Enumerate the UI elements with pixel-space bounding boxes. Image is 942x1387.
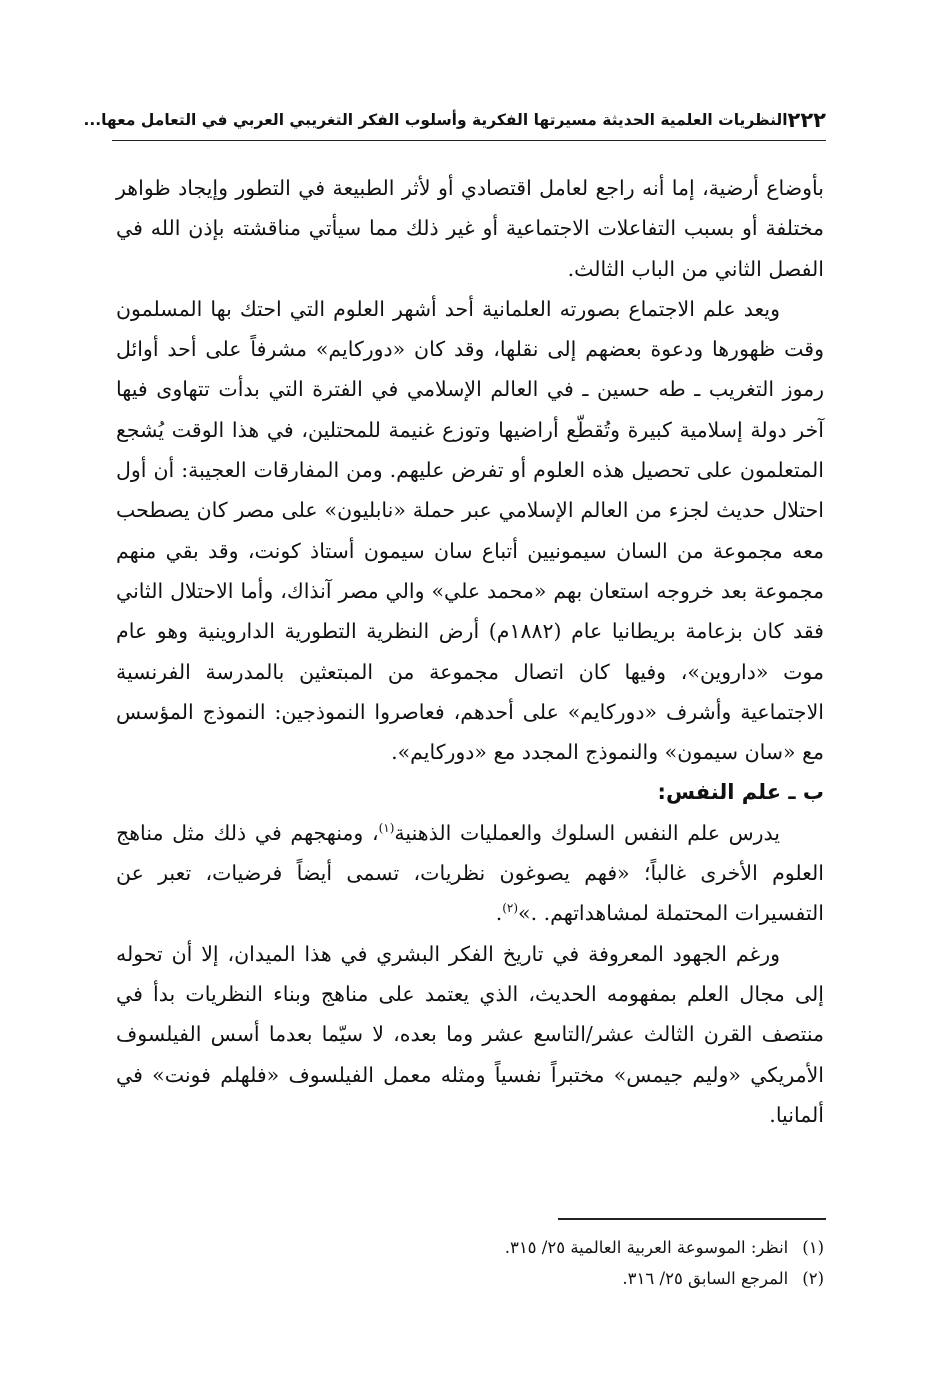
footnotes	[116, 1232, 824, 1294]
paragraph-1: بأوضاع أرضية، إما أنه راجع لعامل اقتصادي أو لأثر الطبيعة في التطور وإيجاد ظواهر مختلفة أو بسبب التفاعلات الاجتماعية أو غير ذلك مما سيأتي مناقشته بإذن الله في الفصل الثاني من الباب الثالث.	[116, 176, 824, 281]
footnote-1	[116, 1232, 824, 1263]
footnote-2-text: المرجع السابق ٢٥/ ٣١٦.	[622, 1269, 789, 1288]
footnote-1-text: انظر: الموسوعة العربية العالمية ٢٥/ ٣١٥.	[504, 1238, 789, 1257]
paragraph-2: ويعد علم الاجتماع بصورته العلمانية أحد أشهر العلوم التي احتك بها المسلمون وقت ظهورها ودعوة بعضهم إلى نقلها، وقد كان «دوركايم» مشرفاً على أحد أوائل رموز التغريب ـ طه حسين ـ في العالم الإسلامي في الفترة التي بدأت تتهاوى فيها آخر دولة إسلامية كبيرة وتُقطّع أراضيها وتوزع غنيمة للمحتلين، في هذا الوقت يُشجع المتعلمون على تحصيل هذه العلوم أو تفرض عليهم. ومن المفارقات العجيبة: أن أول احتلال حديث لجزء من العالم الإسلامي عبر حملة «نابليون» على مصر كان يصطحب معه مجموعة من السان سيمونيين أتباع سان سيمون أستاذ كونت، وقد بقي منهم مجموعة بعد خروجه استعان بهم «محمد علي» والي مصر آنذاك، وأما الاحتلال الثاني فقد كان بزعامة بريطانيا عام (١٨٨٢م) أرض النظرية التطورية الداروينية وهو عام موت «داروين»، وفيها كان اتصال مجموعة من المبتعثين بالمدرسة الفرنسية الاجتماعية وأشرف «دوركايم» على أحدهم، فعاصروا النموذجين: النموذج المؤسس مع «سان سيمون» والنموذج المجدد مع «دوركايم».	[116, 296, 824, 765]
footnote-2	[116, 1263, 824, 1294]
footnote-divider	[558, 1218, 826, 1220]
footnote-ref-1: (١)	[378, 820, 395, 835]
footnote-1-mark: (١)	[802, 1238, 824, 1257]
paragraph-3-part-c: .	[495, 901, 503, 926]
paragraph-3-part-b: ، ومنهجهم في ذلك مثل مناهج العلوم الأخرى غالباً؛ «فهم يصوغون نظريات، تسمى أيضاً فرضيات، تعبر عن التفسيرات المحتملة لمشاهداتهم. .»	[116, 820, 824, 926]
page-number: ٢٢٢	[787, 108, 826, 132]
footnote-2-mark: (٢)	[802, 1269, 824, 1288]
page-header	[83, 100, 826, 141]
paragraph-3	[116, 813, 824, 934]
running-title: النظريات العلمية الحديثة مسيرتها الفكرية وأسلوب الفكر التغريبي العربي في التعامل معها...	[83, 111, 788, 129]
footnote-ref-2: (٢)	[502, 901, 519, 916]
paragraph-4: ورغم الجهود المعروفة في تاريخ الفكر البشري في هذا الميدان، إلا أن تحوله إلى مجال العلم بمفهومه الحديث، الذي يعتمد على مناهج وبناء النظريات بدأ في منتصف القرن الثالث عشر/التاسع عشر وما بعده، لا سيّما بعدما أسس الفيلسوف الأمريكي «وليم جيمس» مختبراً نفسياً ومثله معمل الفيلسوف «فلهلم فونت» في ألمانيا.	[116, 941, 824, 1127]
paragraph-3-part-a: يدرس علم النفس السلوك والعمليات الذهنية	[394, 820, 780, 845]
body-text	[116, 168, 824, 1135]
section-heading: ب ـ علم النفس:	[657, 780, 824, 805]
